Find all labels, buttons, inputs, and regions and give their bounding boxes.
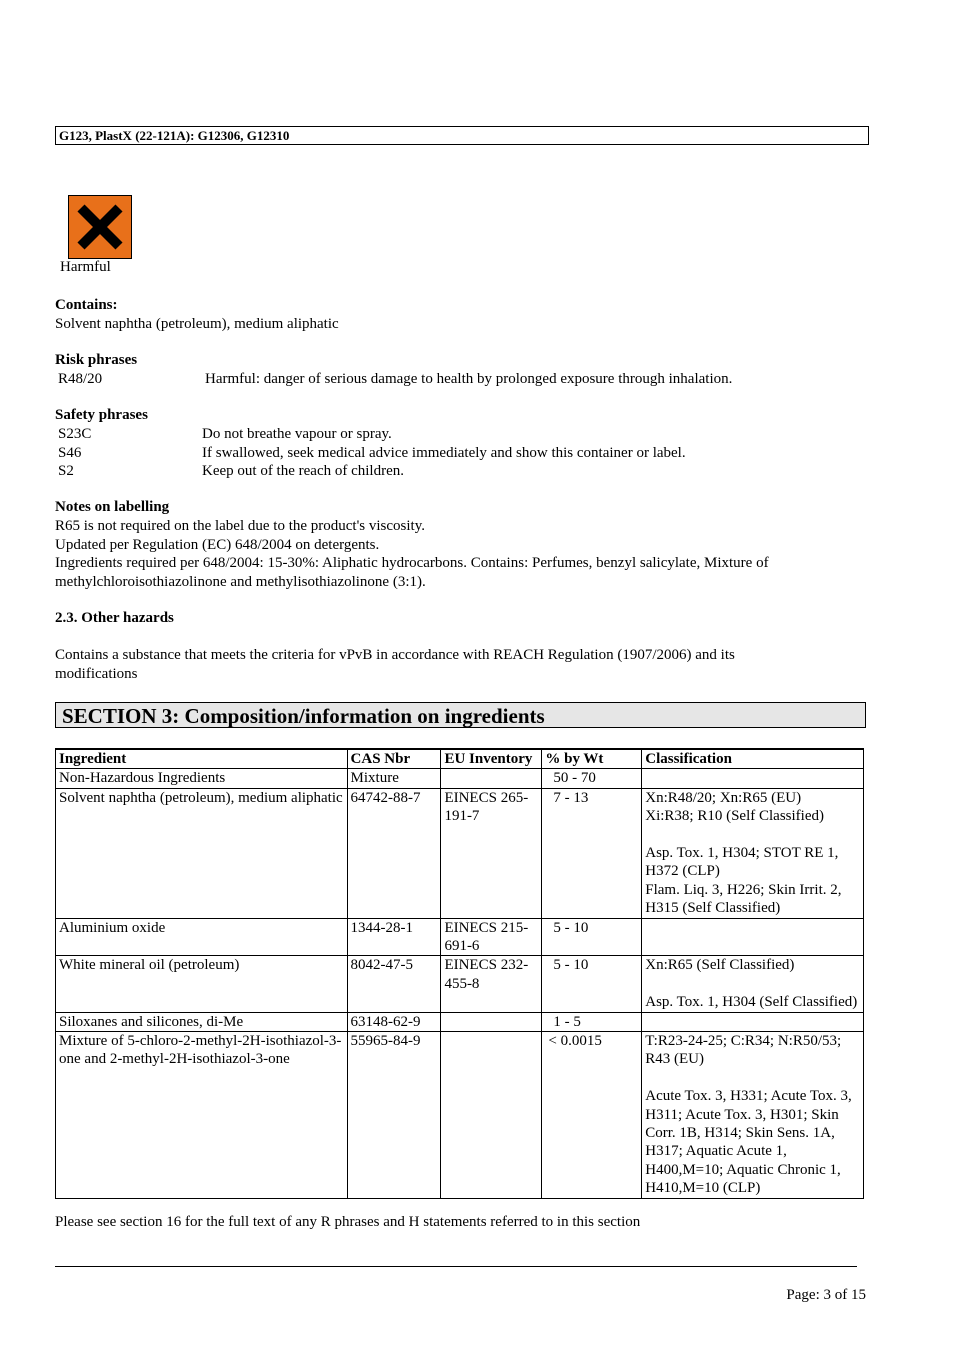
classification-cell bbox=[642, 1032, 864, 1199]
ingredient-cell: Solvent naphtha (petroleum), medium aliphatic bbox=[56, 788, 348, 918]
ingredient-cell: White mineral oil (petroleum) bbox=[56, 956, 348, 1012]
classification-cell bbox=[642, 769, 864, 788]
ingredients-table bbox=[55, 748, 864, 1199]
other-hazards-line: Contains a substance that meets the criteria for vPvB in accordance with REACH Regulation (1907/2006) and its bbox=[55, 647, 735, 663]
classification-cell bbox=[642, 918, 864, 956]
safety-phrases-heading: Safety phrases bbox=[55, 407, 148, 423]
other-hazards-line: modifications bbox=[55, 666, 138, 682]
eu-cell: EINECS 232-455-8 bbox=[441, 956, 542, 1012]
wt-cell: 50 - 70 bbox=[542, 769, 642, 788]
classification-line: Xn:R48/20; Xn:R65 (EU) bbox=[645, 789, 802, 806]
safety-text: Keep out of the reach of children. bbox=[202, 463, 404, 479]
ingredient-cell: Non-Hazardous Ingredients bbox=[56, 769, 348, 788]
contains-heading: Contains: bbox=[55, 297, 118, 313]
cas-cell: 63148-62-9 bbox=[347, 1012, 441, 1031]
classification-line: Xi:R38; R10 (Self Classified) bbox=[645, 808, 824, 825]
wt-cell: < 0.0015 bbox=[542, 1032, 642, 1199]
classification-line: T:R23-24-25; C:R34; N:R50/53; R43 (EU) bbox=[645, 1033, 842, 1068]
other-hazards-heading: 2.3. Other hazards bbox=[55, 610, 174, 626]
risk-phrases-heading: Risk phrases bbox=[55, 352, 138, 368]
safety-text: If swallowed, seek medical advice immediately and show this container or label. bbox=[202, 445, 686, 461]
ingredient-cell: Mixture of 5-chloro-2-methyl-2H-isothiazol-3-one and 2-methyl-2H-isothiazol-3-one bbox=[56, 1032, 348, 1199]
column-header: CAS Nbr bbox=[347, 749, 441, 769]
classification-line: Asp. Tox. 1, H304; STOT RE 1, H372 (CLP) bbox=[645, 845, 839, 880]
table-footnote: Please see section 16 for the full text of any R phrases and H statements referred to in this section bbox=[55, 1214, 641, 1230]
eu-cell bbox=[441, 1032, 542, 1199]
risk-text: Harmful: danger of serious damage to health by prolonged exposure through inhalation. bbox=[205, 371, 733, 387]
ingredient-cell: Aluminium oxide bbox=[56, 918, 348, 956]
eu-cell bbox=[441, 1012, 542, 1031]
classification-line: Acute Tox. 3, H331; Acute Tox. 3, H311; Acute Tox. 3, H301; Skin Corr. 1B, H314; Skin Sens. 1A, H317; Aquatic Acute 1, H400,M=10; Aquatic Chronic 1, H410,M=10 (CLP) bbox=[645, 1088, 852, 1197]
wt-cell: 1 - 5 bbox=[542, 1012, 642, 1031]
table-row bbox=[56, 788, 864, 918]
notes-line: methylchloroisothiazolinone and methylisothiazolinone (3:1). bbox=[55, 574, 426, 590]
classification-cell bbox=[642, 956, 864, 1012]
wt-cell: 5 - 10 bbox=[542, 956, 642, 1012]
contains-text: Solvent naphtha (petroleum), medium aliphatic bbox=[55, 316, 339, 332]
cas-cell: 55965-84-9 bbox=[347, 1032, 441, 1199]
table-row bbox=[56, 956, 864, 1012]
section-3-heading: SECTION 3: Composition/information on ingredients bbox=[55, 702, 866, 728]
cas-cell: 1344-28-1 bbox=[347, 918, 441, 956]
table-row bbox=[56, 769, 864, 788]
cas-cell: 64742-88-7 bbox=[347, 788, 441, 918]
page-number: Page: 3 of 15 bbox=[786, 1287, 866, 1303]
table-header-row bbox=[56, 749, 864, 769]
table-row bbox=[56, 918, 864, 956]
safety-code: S46 bbox=[58, 445, 82, 461]
notes-heading: Notes on labelling bbox=[55, 499, 170, 515]
eu-cell: EINECS 265-191-7 bbox=[441, 788, 542, 918]
classification-line: Flam. Liq. 3, H226; Skin Irrit. 2, H315 (Self Classified) bbox=[645, 881, 842, 917]
safety-text: Do not breathe vapour or spray. bbox=[202, 426, 392, 442]
ingredient-cell: Siloxanes and silicones, di-Me bbox=[56, 1012, 348, 1031]
harmful-x-icon bbox=[68, 195, 132, 259]
footer-divider bbox=[55, 1266, 857, 1267]
classification-line: Xn:R65 (Self Classified) bbox=[645, 957, 795, 974]
column-header: Ingredient bbox=[56, 749, 348, 769]
wt-cell: 5 - 10 bbox=[542, 918, 642, 956]
column-header: EU Inventory bbox=[441, 749, 542, 769]
table-row bbox=[56, 1032, 864, 1199]
eu-cell: EINECS 215-691-6 bbox=[441, 918, 542, 956]
column-header: Classification bbox=[642, 749, 864, 769]
classification-cell bbox=[642, 1012, 864, 1031]
safety-code: S23C bbox=[58, 426, 92, 442]
column-header: % by Wt bbox=[542, 749, 642, 769]
classification-cell bbox=[642, 788, 864, 918]
cas-cell: Mixture bbox=[347, 769, 441, 788]
classification-line: Asp. Tox. 1, H304 (Self Classified) bbox=[645, 994, 858, 1011]
notes-line: R65 is not required on the label due to the product's viscosity. bbox=[55, 518, 425, 534]
notes-line: Updated per Regulation (EC) 648/2004 on detergents. bbox=[55, 537, 380, 553]
cas-cell: 8042-47-5 bbox=[347, 956, 441, 1012]
product-header: G123, PlastX (22-121A): G12306, G12310 bbox=[55, 126, 869, 145]
wt-cell: 7 - 13 bbox=[542, 788, 642, 918]
risk-code: R48/20 bbox=[58, 371, 103, 387]
safety-code: S2 bbox=[58, 463, 74, 479]
notes-line: Ingredients required per 648/2004: 15-30%: Aliphatic hydrocarbons. Contains: Perfumes, benzyl salicylate, Mixture of bbox=[55, 555, 769, 571]
hazard-label: Harmful bbox=[60, 259, 111, 275]
table-row bbox=[56, 1012, 864, 1031]
eu-cell bbox=[441, 769, 542, 788]
